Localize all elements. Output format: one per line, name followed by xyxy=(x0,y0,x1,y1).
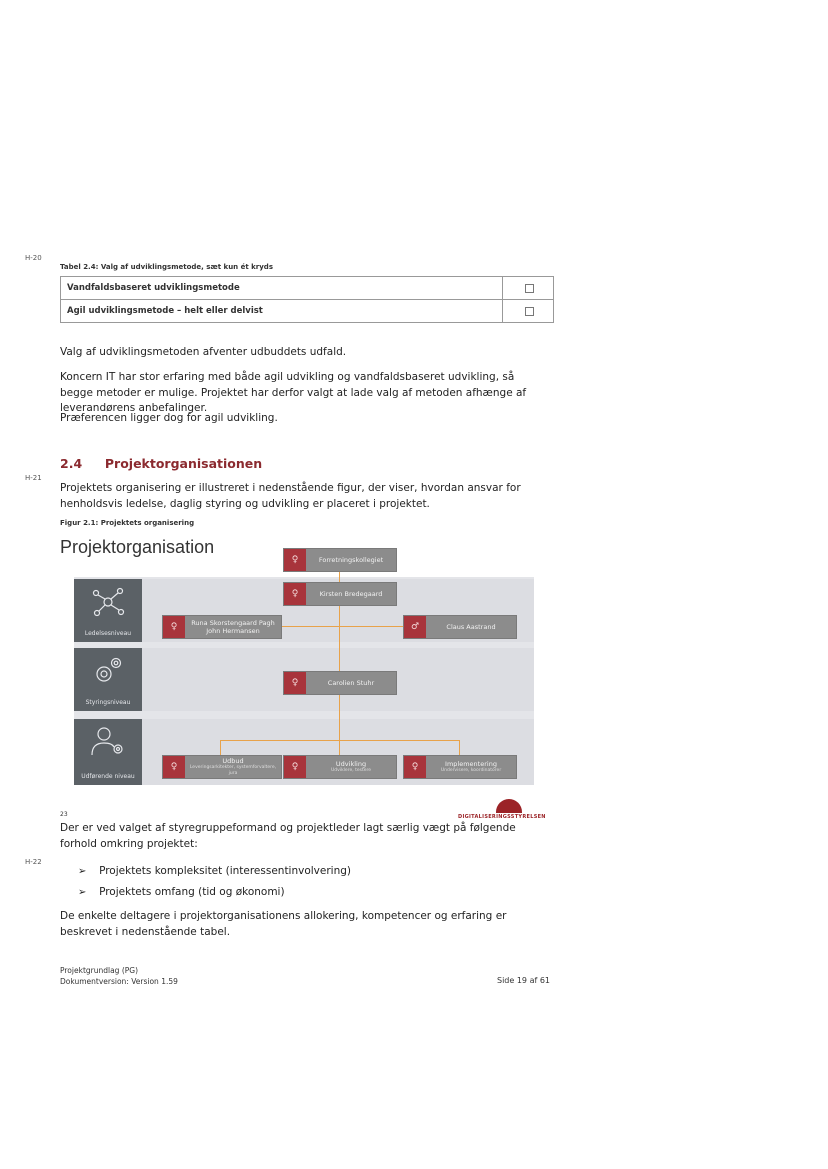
node-label: John Hermansen xyxy=(206,627,260,635)
section-number: 2.4 xyxy=(60,456,83,471)
agile-checkbox[interactable] xyxy=(525,307,534,316)
section-title: Projektorganisationen xyxy=(104,456,263,471)
logo-text: DIGITALISERINGSSTYRELSEN xyxy=(458,814,546,820)
connector xyxy=(220,740,221,755)
section-heading xyxy=(60,456,262,471)
bullet-text: Projektets omfang (tid og økonomi) xyxy=(99,886,285,898)
figure-caption: Figur 2.1: Projektets organisering xyxy=(60,519,195,527)
row-label: Agil udviklingsmetode – helt eller delvist xyxy=(61,300,503,322)
node-forretningskollegiet xyxy=(283,548,397,572)
group-icon: ♀ xyxy=(404,756,426,778)
node-carolien xyxy=(283,671,397,695)
person-icon: ♀ xyxy=(284,583,306,605)
paragraph-selection-criteria: Der er ved valget af styregruppeformand og projektleder lagt særlig vægt på følgende forhold omkring projektet: xyxy=(60,822,516,850)
bullet-item xyxy=(78,885,285,901)
node-sublabel: Udviklere, testere xyxy=(331,768,371,773)
footer-page-number: Side 19 af 61 xyxy=(497,976,551,985)
node-kirsten xyxy=(283,582,397,606)
margin-marker-h21: H-21 xyxy=(25,474,42,482)
method-choice-table xyxy=(60,276,554,323)
gears-icon xyxy=(88,654,128,688)
level-execution xyxy=(74,719,142,785)
connector xyxy=(339,740,340,755)
bullet-item xyxy=(78,864,351,880)
node-runa-john xyxy=(162,615,282,639)
person-icon: ♀ xyxy=(284,549,306,571)
paragraph-preference: Præferencen ligger dog for agil udvikling. xyxy=(60,412,278,424)
node-claus xyxy=(403,615,517,639)
table-row xyxy=(61,277,553,300)
paragraph-closing: De enkelte deltagere i projektorganisationens allokering, kompetencer og erfaring er beskrevet i nedenstående tabel. xyxy=(60,910,507,938)
crown-logo-icon xyxy=(496,799,522,813)
node-label: Runa Skorstengaard Pagh xyxy=(191,619,275,627)
arrow-bullet-icon: ➢ xyxy=(78,887,87,898)
node-label: Kirsten Bredegaard xyxy=(319,590,383,598)
node-label: Udvikling xyxy=(335,760,367,768)
node-udvikling xyxy=(283,755,397,779)
connector xyxy=(220,740,460,741)
person-icon: ♀ xyxy=(284,672,306,694)
level-label: Ledelsesniveau xyxy=(84,630,132,637)
group-icon: ♀ xyxy=(163,756,185,778)
paragraph-method-pending: Valg af udviklingsmetoden afventer udbuddets udfald. xyxy=(60,346,347,358)
table-row xyxy=(61,300,553,322)
footer-doc-version: Dokumentversion: Version 1.59 xyxy=(60,977,178,986)
figure-title: Projektorganisation xyxy=(60,537,215,557)
footer-left xyxy=(60,965,178,987)
network-icon xyxy=(88,585,128,619)
connector xyxy=(459,740,460,755)
node-label: Claus Aastrand xyxy=(446,623,496,631)
node-label: Udbud xyxy=(222,757,244,765)
paragraph-experience: Koncern IT har stor erfaring med både agil udvikling og vandfaldsbaseret udvikling, så begge metoder er mulige. Projektet har derfor valgt at lade valg af metoden afhænge af leverandørens anbefalinger. xyxy=(60,371,527,414)
table-caption: Tabel 2.4: Valg af udviklingsmetode, sæt kun ét kryds xyxy=(60,263,273,271)
footer-doc-title: Projektgrundlag (PG) xyxy=(60,966,139,975)
person-gear-icon xyxy=(88,725,128,757)
connector xyxy=(339,603,340,673)
margin-marker-h22: H-22 xyxy=(25,858,42,866)
level-steering xyxy=(74,648,142,711)
waterfall-checkbox[interactable] xyxy=(525,284,534,293)
node-sublabel: Leveringsarkitekter, systemforvaltere, jura xyxy=(189,765,277,776)
level-management xyxy=(74,579,142,642)
level-label: Styringsniveau xyxy=(85,699,131,706)
node-sublabel: Undervisere, koordinatorer xyxy=(440,768,502,773)
section-intro: Projektets organisering er illustreret i nedenstående figur, der viser, hvordan ansvar for henholdsvis ledelse, daglig styring og udvikling er placeret i projektet. xyxy=(60,482,521,510)
figure-page-number: 23 xyxy=(60,811,68,818)
margin-marker-h20: H-20 xyxy=(25,254,42,262)
connector xyxy=(339,694,340,740)
bullet-text: Projektets kompleksitet (interessentinvolvering) xyxy=(99,865,352,877)
person-icon: ♀ xyxy=(163,616,185,638)
node-label: Implementering xyxy=(445,760,497,768)
node-udbud xyxy=(162,755,282,779)
group-icon: ♀ xyxy=(284,756,306,778)
person-icon: ♂ xyxy=(404,616,426,638)
node-implementering xyxy=(403,755,517,779)
level-label: Udførende niveau xyxy=(81,773,135,780)
arrow-bullet-icon: ➢ xyxy=(78,866,87,877)
row-label: Vandfaldsbaseret udviklingsmetode xyxy=(61,277,503,299)
node-label: Forretningskollegiet xyxy=(318,556,384,564)
node-label: Carolien Stuhr xyxy=(327,679,375,687)
